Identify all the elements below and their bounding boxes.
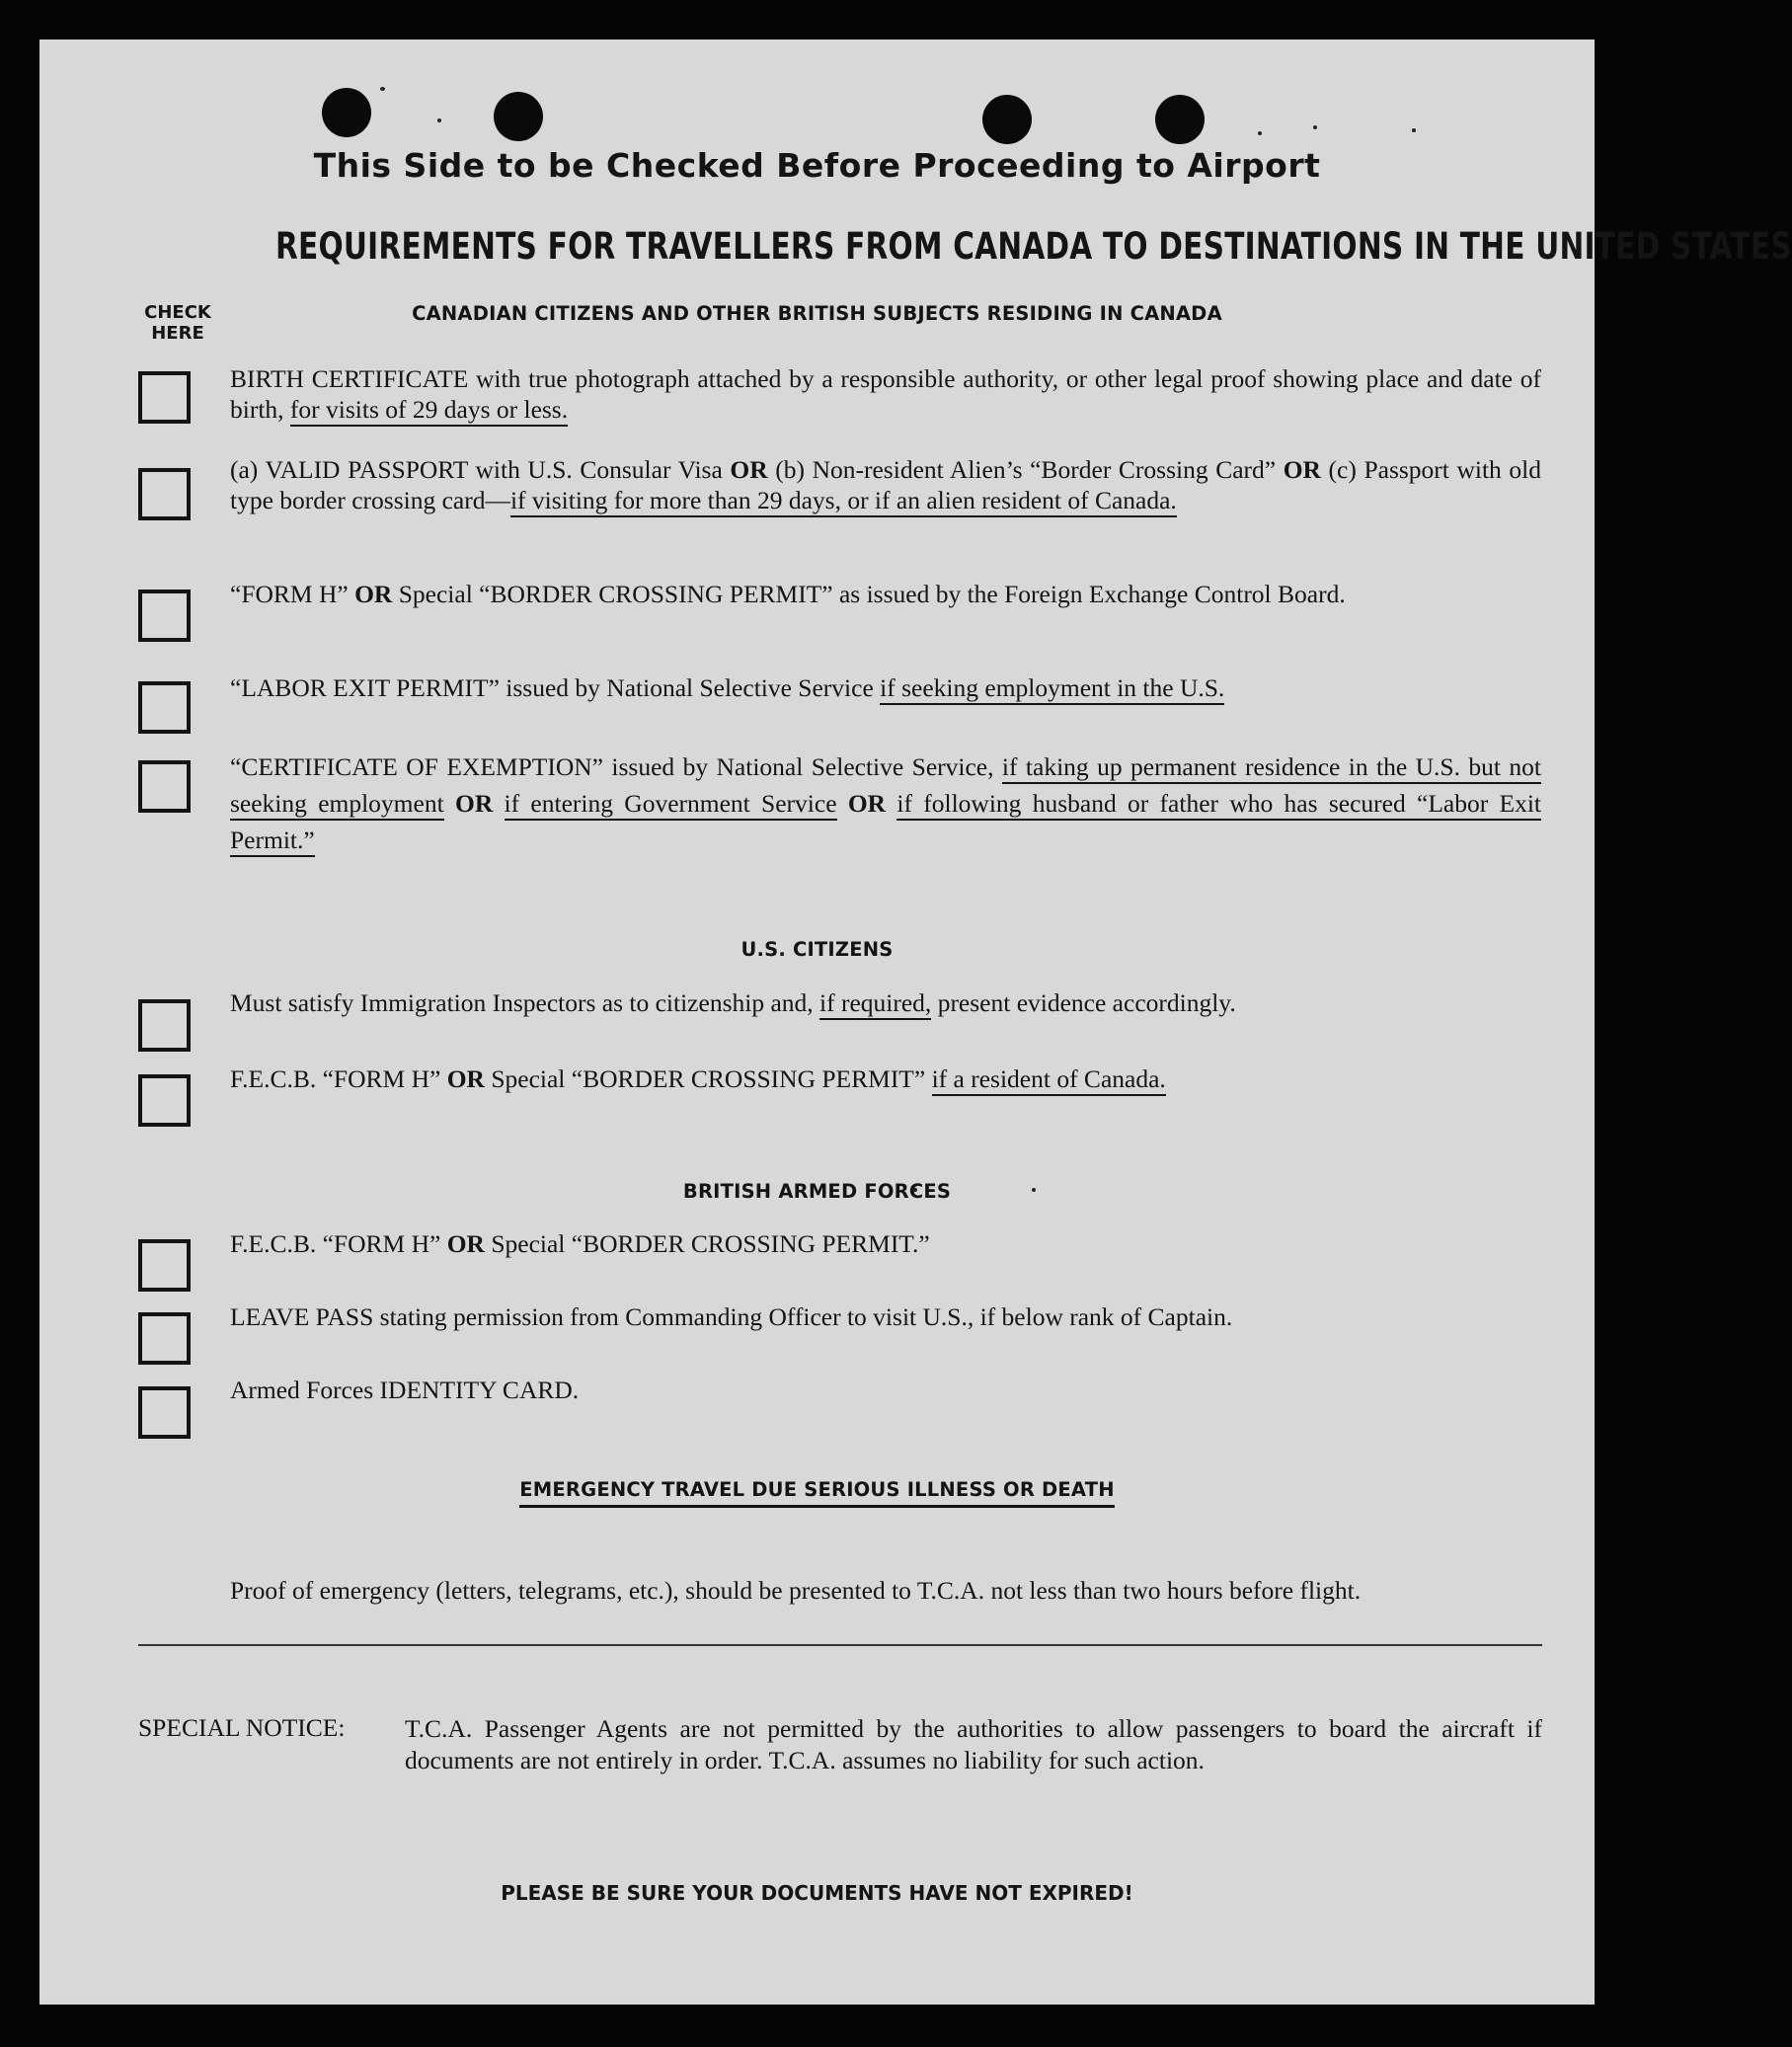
us-section-heading: U.S. CITIZENS [740, 938, 894, 961]
or-text: OR [443, 789, 505, 818]
punch-hole-1 [322, 88, 371, 137]
speck [380, 87, 385, 91]
special-notice-label: SPECIAL NOTICE: [138, 1713, 346, 1742]
special-notice-text: T.C.A. Passenger Agents are not permitted by the authorities to allow passengers to board the aircraft if documents are not entirely in order. T.C.A. assumes no liability for such action. [405, 1714, 1542, 1774]
or-text: OR [1283, 455, 1321, 484]
item-leave-pass [230, 1301, 1541, 1332]
checkbox-birth-certificate[interactable] [138, 371, 191, 424]
item-underlined-text: if seeking employment in the U.S. [880, 673, 1224, 705]
item-birth-certificate [230, 363, 1541, 425]
item-certificate-of-exemption [230, 748, 1541, 858]
item-text: Must satisfy Immigration Inspectors as to citizenship and, [230, 988, 820, 1017]
item-identity-card [230, 1375, 1541, 1405]
british-section-heading: BRITISH ARMED FORCES [682, 1180, 952, 1203]
checkbox-us-form-h[interactable] [138, 1074, 191, 1127]
footer-warning: PLEASE BE SURE YOUR DOCUMENTS HAVE NOT EXPIRED! [501, 1881, 1133, 1905]
item-labor-exit-permit [230, 672, 1541, 703]
or-text: OR [354, 580, 393, 608]
item-text: “LABOR EXIT PERMIT” issued by National Selective Service [230, 673, 881, 702]
or-text: OR [446, 1229, 485, 1258]
item-us-form-h [230, 1063, 1541, 1094]
speck [1258, 131, 1262, 135]
checkbox-british-form-h[interactable] [138, 1239, 191, 1292]
item-underlined-text: if following husband or father who has secured “Labor Exit Permit.” [230, 789, 1541, 857]
item-text: present evidence accordingly. [931, 988, 1236, 1017]
divider-line [138, 1644, 1542, 1646]
item-satisfy-inspectors [230, 987, 1541, 1018]
item-emergency-proof [230, 1575, 1541, 1606]
or-text: OR [730, 455, 768, 484]
item-underlined-text: if entering Government Service [505, 789, 837, 821]
speck [1313, 125, 1317, 129]
item-british-form-h [230, 1228, 1541, 1259]
item-text: Special “BORDER CROSSING PERMIT.” [484, 1229, 930, 1258]
item-text: (a) VALID PASSPORT with U.S. Consular Visa [230, 455, 731, 484]
side-title: This Side to be Checked Before Proceeding to Airport [313, 146, 1321, 185]
item-underlined-text: for visits of 29 days or less. [290, 395, 568, 427]
item-underlined-text: if required, [819, 988, 931, 1020]
item-text: Armed Forces IDENTITY CARD. [230, 1376, 580, 1404]
item-text: (c) Passport with old type border crossing card— [230, 455, 1541, 514]
item-text: Proof of emergency (letters, telegrams, etc.), should be presented to T.C.A. not less than two hours before flight. [230, 1576, 1362, 1605]
speck [437, 118, 441, 122]
checkbox-labor-exit-permit[interactable] [138, 681, 191, 734]
item-text: F.E.C.B. “FORM H” [230, 1064, 447, 1093]
checkbox-satisfy-inspectors[interactable] [138, 999, 191, 1052]
item-text: LEAVE PASS stating permission from Commanding Officer to visit U.S., if below rank of Captain. [230, 1302, 1233, 1331]
checkbox-identity-card[interactable] [138, 1386, 191, 1439]
item-form-h [230, 579, 1541, 609]
checkbox-form-h[interactable] [138, 590, 191, 642]
item-underlined-text: if a resident of Canada. [932, 1064, 1166, 1096]
item-text: “FORM H” [230, 580, 355, 608]
punch-hole-3 [982, 95, 1032, 144]
or-text: OR [836, 789, 897, 818]
checkbox-leave-pass[interactable] [138, 1312, 191, 1365]
check-here-line1: CHECK [144, 302, 211, 323]
emergency-heading-text: EMERGENCY TRAVEL DUE SERIOUS ILLNESS OR DEATH [519, 1478, 1114, 1508]
item-underlined-text: if taking up permanent residence in the U.S. but not seeking employment [230, 752, 1541, 821]
item-text: F.E.C.B. “FORM H” [230, 1229, 447, 1258]
punch-hole-2 [494, 92, 543, 141]
document-page [39, 39, 1792, 2005]
item-underlined-text: if visiting for more than 29 days, or if an alien resident of Canada. [510, 486, 1177, 517]
item-text: Special “BORDER CROSSING PERMIT” [484, 1064, 932, 1093]
item-valid-passport [230, 454, 1541, 515]
or-text: OR [446, 1064, 485, 1093]
item-text: “CERTIFICATE OF EXEMPTION” issued by National Selective Service, [230, 752, 1002, 781]
canadian-section-heading: CANADIAN CITIZENS AND OTHER BRITISH SUBJECTS RESIDING IN CANADA [412, 302, 1222, 325]
check-here-line2: HERE [151, 323, 204, 344]
punch-hole-4 [1155, 95, 1205, 144]
item-text: Special “BORDER CROSSING PERMIT” as issued by the Foreign Exchange Control Board. [392, 580, 1346, 608]
main-title: REQUIREMENTS FOR TRAVELLERS FROM CANADA TO DESTINATIONS IN THE UNITED STATES [275, 225, 1792, 268]
item-text: BIRTH CERTIFICATE with true photograph attached by a responsible authority, or other legal proof showing place and date of birth, [230, 364, 1541, 424]
speck [1412, 128, 1416, 132]
checkbox-valid-passport[interactable] [138, 468, 191, 520]
emergency-section-heading [39, 1478, 1595, 1501]
item-text: (b) Non-resident Alien’s “Border Crossing Card” [767, 455, 1284, 484]
checkbox-certificate-of-exemption[interactable] [138, 760, 191, 813]
